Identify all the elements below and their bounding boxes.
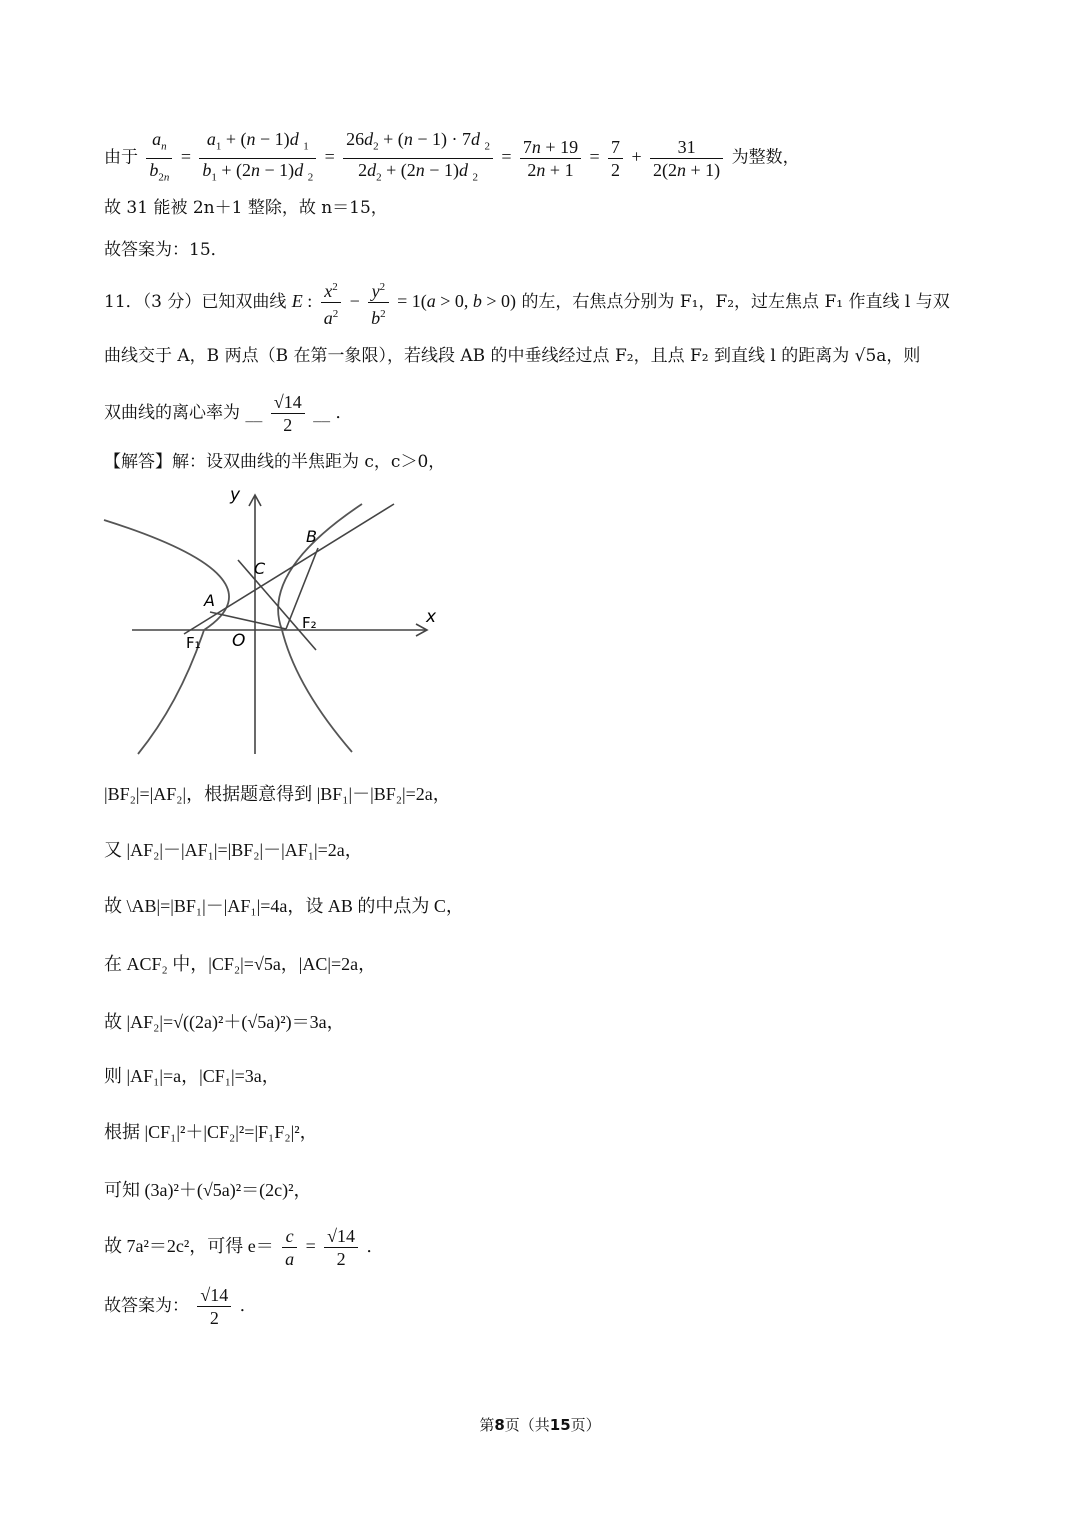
divisibility-line: 故 31 能被 2n＋1 整除，故 n＝15， [104, 198, 388, 218]
label-x: x [425, 607, 436, 627]
label-b: B [306, 527, 317, 546]
step-2: 又 |AF₂|－|AF₁|=|BF₂|－|AF₁|=2a， [104, 840, 363, 860]
answer-15-line: 故答案为：15． [104, 240, 228, 260]
q11-line3-prefix: 双曲线的离心率为 [104, 403, 240, 423]
page-footer: 第8页（共15页） [479, 1416, 601, 1434]
answer-fraction: $\frac{√14}{2}$ [271, 391, 305, 436]
line1-suffix: 为整数， [731, 147, 800, 168]
final-fraction: $\frac{√14}{2}$ [197, 1284, 231, 1329]
fraction-eccentricity: $\frac{√14}{2}$ [324, 1225, 358, 1270]
fraction-c-a: $\frac{c}{a}$ [282, 1225, 297, 1270]
step-8: 可知 (3a)²＋(√5a)²＝(2c)²， [104, 1180, 312, 1200]
step-4: 在 ACF₂ 中，|CF₂|=√5a，|AC|=2a， [104, 954, 377, 974]
label-origin: O [232, 631, 246, 651]
left-branch [104, 520, 229, 754]
question-11-line2: 曲线交于 A，B 两点（B 在第一象限），若线段 AB 的中垂线经过点 F₂，且点 F₂ 到直线 l 的距离为 √5a，则 [104, 346, 921, 366]
label-f1: F₁ [186, 634, 201, 652]
solution-head: 【解答】解：设双曲线的半焦距为 c，c＞0， [104, 452, 446, 472]
fraction-subst: $\frac{26d_2 + (n - 1) \cdot 7d _2}{2d_2 + (2n - 1)d _2}$ [343, 128, 493, 188]
fraction-an-b2n: $\frac{a_n}{b_{2n}}$ [146, 128, 172, 188]
step-7: 根据 |CF₁|²＋|CF₂|²=|F₁F₂|²， [104, 1122, 318, 1142]
total-pages: 15 [549, 1416, 571, 1434]
label-y: y [230, 485, 241, 505]
step-1: |BF₂|=|AF₂|，根据题意得到 |BF₁|－|BF₂|=2a， [104, 784, 451, 804]
fraction-arith: $\frac{a_1 + (n - 1)d _1}{b_1 + (2n - 1)d _2}$ [199, 128, 316, 188]
label-c: C [254, 559, 266, 578]
step-5: 故 |AF₂|=√((2a)²＋(√5a)²)＝3a， [104, 1012, 345, 1032]
line1-prefix: 由于 [104, 147, 138, 168]
fraction-y2-b2: $\frac{y^2}{b^2}$ [368, 276, 389, 329]
e-prefix: 故 7a²＝2c²，可得 e＝ [104, 1236, 274, 1256]
label-a: A [204, 591, 215, 610]
ratio-equation-line: 由于 $\frac{a_n}{b_{2n}}$ = $\frac{a_1 + (n - 1)d _1}{b_1 + (2n - 1)d _2}$ = $\frac{26d_2 + (n - 1) \cdot 7d _2}{2d_2 + (2n - 1)d _2}$ = $\frac{7n + 19}{2n + 1}$ = $\frac{7}{2}$ + $\frac{31}{2(2n + 1)}$ 为整数， [104, 128, 800, 184]
right-branch [278, 504, 362, 752]
fraction-simplified: $\frac{7n + 19}{2n + 1}$ [520, 136, 581, 181]
fraction-x2-a2: $\frac{x^2}{a^2}$ [321, 276, 342, 329]
q11-head: 11．（3 分）已知双曲线 [104, 292, 287, 312]
question-11-line1: 11．（3 分）已知双曲线 E : $\frac{x^2}{a^2}$ − $\frac{y^2}{b^2}$ = 1(a > 0, b > 0) 的左，右焦点分别为 F₁，F₂，过左焦点 F₁ 作直线 l 与双 [104, 276, 950, 326]
hyperbola-figure [100, 482, 440, 762]
line-l [184, 504, 394, 634]
segment-af2 [210, 612, 286, 629]
step-6: 则 |AF₁|=a，|CF₁|=3a， [104, 1066, 280, 1086]
fraction-seven-half: $\frac{7}{2}$ [608, 136, 623, 181]
label-f2: F₂ [302, 614, 317, 632]
step-3: 故 \AB|=|BF₁|－|AF₁|=4a，设 AB 的中点为 C， [104, 896, 464, 916]
final-answer-line: 故答案为： $\frac{√14}{2}$ ． [104, 1285, 257, 1328]
q11-tail: 的左，右焦点分别为 F₁，F₂，过左焦点 F₁ 作直线 l 与双 [521, 292, 950, 312]
eccentricity-line: 故 7a²＝2c²，可得 e＝ $\frac{c}{a}$ = $\frac{√14}{2}$ ． [104, 1226, 384, 1269]
question-11-line3: 双曲线的离心率为 __ $\frac{√14}{2}$ __ ． [104, 392, 353, 435]
final-prefix: 故答案为： [104, 1296, 189, 1316]
fraction-31: $\frac{31}{2(2n + 1)}$ [650, 136, 723, 181]
perpendicular-bisector [238, 560, 316, 650]
current-page: 8 [494, 1416, 505, 1434]
